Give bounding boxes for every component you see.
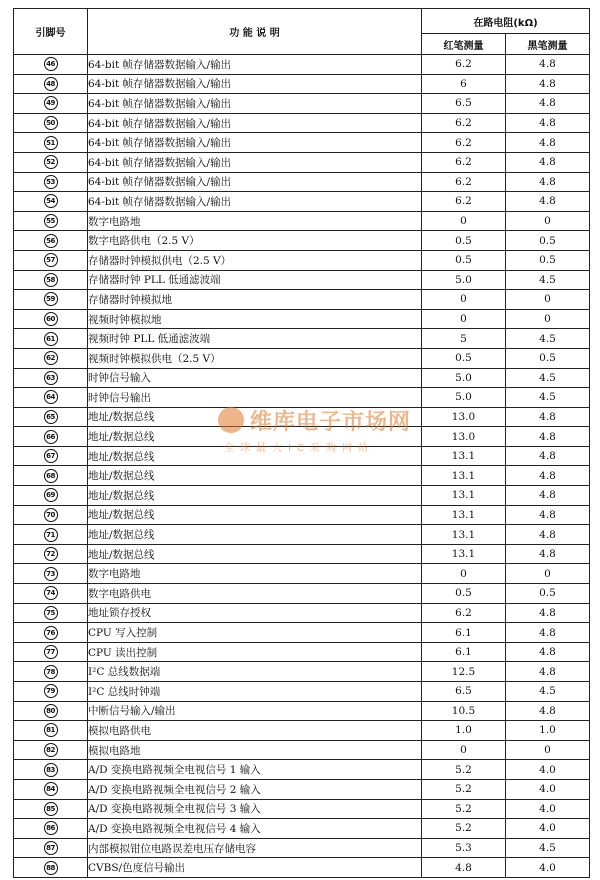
- black-probe-value: 0.5: [506, 250, 590, 270]
- function-cell: A/D 变换电路视频全电视信号 1 输入: [88, 760, 422, 780]
- function-cell: 64-bit 帧存储器数据输入/输出: [88, 172, 422, 192]
- pin-cell: [14, 564, 88, 584]
- pin-cell: [14, 662, 88, 682]
- function-cell: 地址/数据总线: [88, 486, 422, 506]
- table-row: [14, 94, 590, 114]
- table-row: [14, 858, 590, 878]
- function-cell: 地址/数据总线: [88, 505, 422, 525]
- function-cell: 数字电路地: [88, 564, 422, 584]
- pin-number: 59: [44, 292, 58, 306]
- black-probe-value: 4.8: [506, 74, 590, 94]
- pin-cell: [14, 682, 88, 702]
- black-probe-value: 4.8: [506, 113, 590, 133]
- table-row: [14, 486, 590, 506]
- pin-number: 68: [44, 469, 58, 483]
- function-cell: 中断信号输入/输出: [88, 701, 422, 721]
- header-black-probe: 黑笔测量: [506, 34, 590, 55]
- header-function: 功 能 说 明: [88, 9, 422, 55]
- table-row: [14, 309, 590, 329]
- function-cell: 地址/数据总线: [88, 466, 422, 486]
- black-probe-value: 4.8: [506, 544, 590, 564]
- table-row: [14, 446, 590, 466]
- function-cell: 模拟电路供电: [88, 721, 422, 741]
- function-cell: 数字电路供电（2.5 V）: [88, 231, 422, 251]
- pin-number: 63: [44, 371, 58, 385]
- function-cell: CPU 写入控制: [88, 623, 422, 643]
- red-probe-value: 13.1: [422, 525, 506, 545]
- function-cell: 64-bit 帧存储器数据输入/输出: [88, 192, 422, 212]
- pin-cell: [14, 721, 88, 741]
- red-probe-value: 5: [422, 329, 506, 349]
- black-probe-value: 0: [506, 740, 590, 760]
- red-probe-value: 5.0: [422, 388, 506, 408]
- pin-number: 69: [44, 488, 58, 502]
- black-probe-value: 4.8: [506, 466, 590, 486]
- red-probe-value: 6.2: [422, 152, 506, 172]
- pin-number: 82: [44, 743, 58, 757]
- red-probe-value: 0: [422, 564, 506, 584]
- pin-cell: [14, 211, 88, 231]
- black-probe-value: 4.8: [506, 446, 590, 466]
- pin-number: 80: [44, 704, 58, 718]
- table-row: [14, 348, 590, 368]
- pin-number: 71: [44, 528, 58, 542]
- table-row: [14, 368, 590, 388]
- red-probe-value: 13.1: [422, 466, 506, 486]
- table-row: [14, 74, 590, 94]
- table-row: [14, 623, 590, 643]
- black-probe-value: 0: [506, 564, 590, 584]
- table-header: [14, 9, 590, 55]
- pin-cell: [14, 799, 88, 819]
- function-cell: 64-bit 帧存储器数据输入/输出: [88, 113, 422, 133]
- pin-cell: [14, 623, 88, 643]
- table-row: [14, 407, 590, 427]
- red-probe-value: 6.5: [422, 94, 506, 114]
- pin-number: 67: [44, 449, 58, 463]
- pin-number: 81: [44, 723, 58, 737]
- pin-cell: [14, 152, 88, 172]
- pin-cell: [14, 309, 88, 329]
- red-probe-value: 6.2: [422, 55, 506, 75]
- pin-cell: [14, 368, 88, 388]
- function-cell: CPU 读出控制: [88, 642, 422, 662]
- table-row: [14, 682, 590, 702]
- red-probe-value: 0: [422, 211, 506, 231]
- pin-cell: [14, 642, 88, 662]
- pin-number: 55: [44, 214, 58, 228]
- table-row: [14, 642, 590, 662]
- pin-number: 85: [44, 802, 58, 816]
- table-row: [14, 799, 590, 819]
- black-probe-value: 4.5: [506, 682, 590, 702]
- function-cell: 时钟信号输入: [88, 368, 422, 388]
- pin-number: 53: [44, 175, 58, 189]
- pin-cell: [14, 192, 88, 212]
- red-probe-value: 5.2: [422, 799, 506, 819]
- pin-number: 50: [44, 116, 58, 130]
- function-cell: 视频时钟 PLL 低通滤波端: [88, 329, 422, 349]
- red-probe-value: 13.1: [422, 446, 506, 466]
- pin-number: 74: [44, 586, 58, 600]
- function-cell: 地址/数据总线: [88, 407, 422, 427]
- pin-number: 77: [44, 645, 58, 659]
- red-probe-value: 6.1: [422, 623, 506, 643]
- table-row: [14, 603, 590, 623]
- pin-number: 78: [44, 665, 58, 679]
- red-probe-value: 0: [422, 309, 506, 329]
- header-resistance: 在路电阻(kΩ): [422, 9, 590, 34]
- table-row: [14, 466, 590, 486]
- pin-number: 52: [44, 155, 58, 169]
- table-row: [14, 388, 590, 408]
- red-probe-value: 5.0: [422, 270, 506, 290]
- red-probe-value: 0.5: [422, 250, 506, 270]
- black-probe-value: 4.0: [506, 799, 590, 819]
- black-probe-value: 4.5: [506, 388, 590, 408]
- black-probe-value: 4.8: [506, 94, 590, 114]
- function-cell: 64-bit 帧存储器数据输入/输出: [88, 55, 422, 75]
- black-probe-value: 0.5: [506, 231, 590, 251]
- black-probe-value: 4.8: [506, 172, 590, 192]
- table-row: [14, 55, 590, 75]
- red-probe-value: 4.8: [422, 858, 506, 878]
- pin-number: 62: [44, 351, 58, 365]
- black-probe-value: 0: [506, 290, 590, 310]
- table-row: [14, 329, 590, 349]
- pin-number: 86: [44, 821, 58, 835]
- function-cell: 64-bit 帧存储器数据输入/输出: [88, 152, 422, 172]
- pin-cell: [14, 427, 88, 447]
- black-probe-value: 4.8: [506, 192, 590, 212]
- function-cell: CVBS/色度信号输出: [88, 858, 422, 878]
- red-probe-value: 0.5: [422, 231, 506, 251]
- function-cell: 存储器时钟模拟供电（2.5 V）: [88, 250, 422, 270]
- black-probe-value: 4.0: [506, 760, 590, 780]
- function-cell: 数字电路地: [88, 211, 422, 231]
- black-probe-value: 4.8: [506, 427, 590, 447]
- pin-number: 79: [44, 684, 58, 698]
- pin-number: 87: [44, 841, 58, 855]
- table-row: [14, 740, 590, 760]
- black-probe-value: 1.0: [506, 721, 590, 741]
- table-row: [14, 838, 590, 858]
- pin-cell: [14, 388, 88, 408]
- function-cell: 地址/数据总线: [88, 525, 422, 545]
- red-probe-value: 1.0: [422, 721, 506, 741]
- pin-cell: [14, 838, 88, 858]
- red-probe-value: 6.5: [422, 682, 506, 702]
- red-probe-value: 5.3: [422, 838, 506, 858]
- table-row: [14, 133, 590, 153]
- red-probe-value: 13.1: [422, 486, 506, 506]
- table-row: [14, 662, 590, 682]
- table-row: [14, 564, 590, 584]
- pin-cell: [14, 505, 88, 525]
- red-probe-value: 5.0: [422, 368, 506, 388]
- pin-cell: [14, 94, 88, 114]
- table-row: [14, 192, 590, 212]
- table-row: [14, 231, 590, 251]
- red-probe-value: 5.2: [422, 760, 506, 780]
- table-row: [14, 584, 590, 604]
- table-body: [14, 55, 590, 878]
- pin-cell: [14, 544, 88, 564]
- pin-cell: [14, 584, 88, 604]
- table-row: [14, 819, 590, 839]
- function-cell: 64-bit 帧存储器数据输入/输出: [88, 133, 422, 153]
- black-probe-value: 4.5: [506, 368, 590, 388]
- pin-number: 76: [44, 626, 58, 640]
- table-row: [14, 270, 590, 290]
- red-probe-value: 13.1: [422, 544, 506, 564]
- table-row: [14, 427, 590, 447]
- red-probe-value: 6.2: [422, 603, 506, 623]
- pin-cell: [14, 525, 88, 545]
- black-probe-value: 4.8: [506, 642, 590, 662]
- pin-number: 64: [44, 390, 58, 404]
- black-probe-value: 4.8: [506, 133, 590, 153]
- function-cell: I²C 总线时钟端: [88, 682, 422, 702]
- function-cell: 64-bit 帧存储器数据输入/输出: [88, 94, 422, 114]
- function-cell: 地址/数据总线: [88, 427, 422, 447]
- function-cell: 时钟信号输出: [88, 388, 422, 408]
- pin-cell: [14, 172, 88, 192]
- red-probe-value: 0.5: [422, 348, 506, 368]
- pin-number: 72: [44, 547, 58, 561]
- table-row: [14, 544, 590, 564]
- pin-number: 73: [44, 567, 58, 581]
- pin-cell: [14, 55, 88, 75]
- black-probe-value: 4.0: [506, 858, 590, 878]
- function-cell: A/D 变换电路视频全电视信号 2 输入: [88, 779, 422, 799]
- pin-number: 46: [44, 57, 58, 71]
- black-probe-value: 4.8: [506, 701, 590, 721]
- pin-cell: [14, 348, 88, 368]
- pin-cell: [14, 603, 88, 623]
- black-probe-value: 4.8: [506, 55, 590, 75]
- red-probe-value: 0: [422, 290, 506, 310]
- function-cell: 存储器时钟 PLL 低通滤波端: [88, 270, 422, 290]
- black-probe-value: 4.8: [506, 505, 590, 525]
- function-cell: 64-bit 帧存储器数据输入/输出: [88, 74, 422, 94]
- red-probe-value: 10.5: [422, 701, 506, 721]
- black-probe-value: 0.5: [506, 584, 590, 604]
- red-probe-value: 6.1: [422, 642, 506, 662]
- black-probe-value: 4.8: [506, 662, 590, 682]
- pin-cell: [14, 779, 88, 799]
- table-row: [14, 250, 590, 270]
- pin-number: 88: [44, 861, 58, 875]
- pin-cell: [14, 74, 88, 94]
- red-probe-value: 13.1: [422, 505, 506, 525]
- black-probe-value: 0.5: [506, 348, 590, 368]
- table-row: [14, 172, 590, 192]
- red-probe-value: 6.2: [422, 113, 506, 133]
- table-row: [14, 525, 590, 545]
- black-probe-value: 4.0: [506, 819, 590, 839]
- pin-number: 56: [44, 234, 58, 248]
- pin-cell: [14, 760, 88, 780]
- black-probe-value: 4.8: [506, 603, 590, 623]
- pin-number: 61: [44, 332, 58, 346]
- pin-cell: [14, 446, 88, 466]
- function-cell: 模拟电路地: [88, 740, 422, 760]
- pin-number: 58: [44, 273, 58, 287]
- table-row: [14, 211, 590, 231]
- pin-cell: [14, 701, 88, 721]
- pin-number: 60: [44, 312, 58, 326]
- black-probe-value: 4.5: [506, 838, 590, 858]
- function-cell: I²C 总线数据端: [88, 662, 422, 682]
- pin-cell: [14, 329, 88, 349]
- red-probe-value: 6.2: [422, 172, 506, 192]
- red-probe-value: 0: [422, 740, 506, 760]
- pin-number: 57: [44, 253, 58, 267]
- pin-number: 51: [44, 136, 58, 150]
- red-probe-value: 13.0: [422, 427, 506, 447]
- red-probe-value: 5.2: [422, 779, 506, 799]
- pin-cell: [14, 858, 88, 878]
- red-probe-value: 0.5: [422, 584, 506, 604]
- pin-number: 70: [44, 508, 58, 522]
- pin-cell: [14, 270, 88, 290]
- function-cell: 地址/数据总线: [88, 446, 422, 466]
- black-probe-value: 4.8: [506, 486, 590, 506]
- red-probe-value: 12.5: [422, 662, 506, 682]
- header-red-probe: 红笔测量: [422, 34, 506, 55]
- pin-cell: [14, 113, 88, 133]
- header-pin: 引脚号: [14, 9, 88, 55]
- red-probe-value: 5.2: [422, 819, 506, 839]
- pin-number: 65: [44, 410, 58, 424]
- pin-cell: [14, 486, 88, 506]
- pin-number: 83: [44, 763, 58, 777]
- pin-cell: [14, 250, 88, 270]
- function-cell: 地址锁存授权: [88, 603, 422, 623]
- pin-cell: [14, 740, 88, 760]
- function-cell: 视频时钟模拟供电（2.5 V）: [88, 348, 422, 368]
- function-cell: 地址/数据总线: [88, 544, 422, 564]
- pin-number: 66: [44, 430, 58, 444]
- black-probe-value: 0: [506, 309, 590, 329]
- pin-number: 84: [44, 782, 58, 796]
- red-probe-value: 6.2: [422, 192, 506, 212]
- pin-resistance-table: [13, 8, 590, 878]
- black-probe-value: 4.5: [506, 329, 590, 349]
- watermark-tagline: 全球最大IC采购网站: [224, 443, 374, 454]
- black-probe-value: 4.8: [506, 152, 590, 172]
- table-row: [14, 760, 590, 780]
- function-cell: 视频时钟模拟地: [88, 309, 422, 329]
- pin-number: 49: [44, 96, 58, 110]
- red-probe-value: 13.0: [422, 407, 506, 427]
- table-row: [14, 113, 590, 133]
- pin-cell: [14, 819, 88, 839]
- black-probe-value: 4.8: [506, 623, 590, 643]
- pin-cell: [14, 133, 88, 153]
- watermark-brand: 维库电子市场网: [250, 410, 412, 435]
- table-row: [14, 721, 590, 741]
- red-probe-value: 6.2: [422, 133, 506, 153]
- pin-number: 75: [44, 606, 58, 620]
- function-cell: 数字电路供电: [88, 584, 422, 604]
- pin-number: 48: [44, 77, 58, 91]
- function-cell: 存储器时钟模拟地: [88, 290, 422, 310]
- function-cell: A/D 变换电路视频全电视信号 4 输入: [88, 819, 422, 839]
- table-row: [14, 505, 590, 525]
- pin-number: 54: [44, 194, 58, 208]
- table-row: [14, 701, 590, 721]
- table-row: [14, 290, 590, 310]
- black-probe-value: 4.5: [506, 270, 590, 290]
- pin-cell: [14, 231, 88, 251]
- table-row: [14, 779, 590, 799]
- function-cell: 内部模拟钳位电路误差电压存储电容: [88, 838, 422, 858]
- black-probe-value: 4.0: [506, 779, 590, 799]
- black-probe-value: 4.8: [506, 407, 590, 427]
- pin-cell: [14, 466, 88, 486]
- function-cell: A/D 变换电路视频全电视信号 3 输入: [88, 799, 422, 819]
- black-probe-value: 4.8: [506, 525, 590, 545]
- pin-cell: [14, 290, 88, 310]
- table-row: [14, 152, 590, 172]
- red-probe-value: 6: [422, 74, 506, 94]
- black-probe-value: 0: [506, 211, 590, 231]
- pin-cell: [14, 407, 88, 427]
